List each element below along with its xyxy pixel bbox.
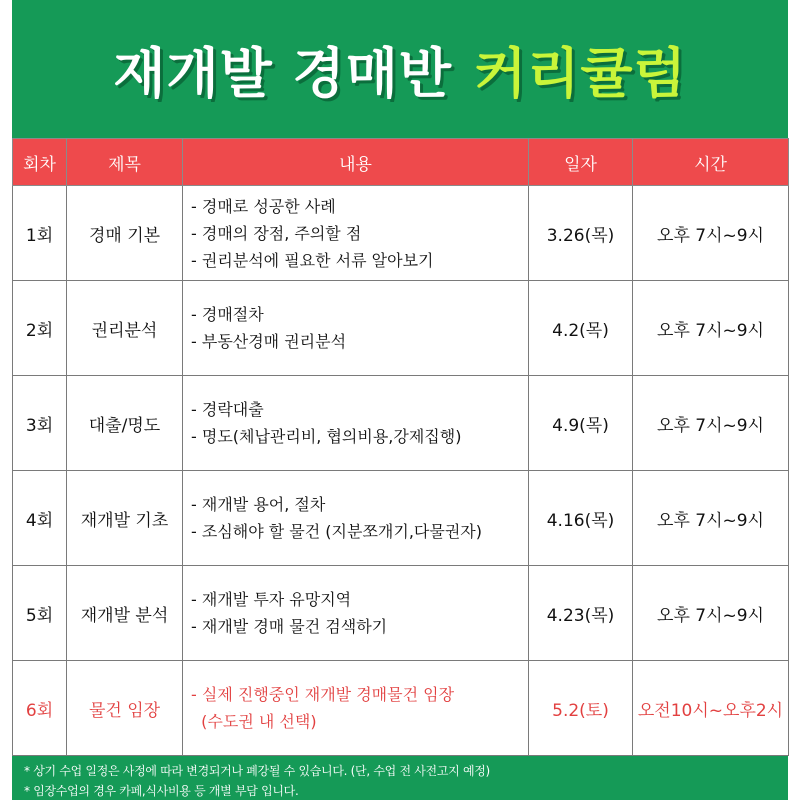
content-cell [183, 471, 529, 566]
column-header-date: 일자 [529, 139, 633, 186]
column-header-content: 내용 [183, 139, 529, 186]
table-row [13, 281, 789, 376]
title-cell: 재개발 분석 [67, 566, 183, 661]
time-cell: 오후 7시~9시 [633, 376, 789, 471]
footer-note: * 임장수업의 경우 카페,식사비용 등 개별 부담 입니다. [24, 784, 299, 798]
session-cell: 2회 [13, 281, 67, 376]
content-cell [183, 376, 529, 471]
content-line: - 경매의 장점, 주의할 점 [191, 223, 362, 243]
content-cell [183, 566, 529, 661]
content-line: - 명도(체납관리비, 협의비용,강제집행) [191, 427, 462, 446]
session-cell: 5회 [13, 566, 67, 661]
footer-notes [12, 756, 788, 800]
title-cell: 물건 임장 [67, 661, 183, 756]
curriculum-table [12, 138, 789, 756]
table-row [13, 566, 789, 661]
time-cell: 오후 7시~9시 [633, 471, 789, 566]
session-cell: 4회 [13, 471, 67, 566]
content-line: - 재개발 용어, 절차 [191, 495, 326, 514]
time-cell: 오후 7시~9시 [633, 186, 789, 281]
footer-note: * 상기 수업 일정은 사정에 따라 변경되거나 폐강될 수 있습니다. (단, 수업 전 사전고지 예정) [24, 764, 490, 778]
content-line: - 실제 진행중인 재개발 경매물건 임장 [191, 685, 455, 704]
content-line: - 재개발 투자 유망지역 [191, 590, 352, 609]
column-header-title: 제목 [67, 139, 183, 186]
table-header-row [13, 139, 789, 186]
page-title-accent: 커리큘럼 [474, 41, 687, 105]
content-line: - 경매절차 [191, 305, 264, 324]
content-line: - 권리분석에 필요한 서류 알아보기 [191, 250, 434, 270]
session-cell: 1회 [13, 186, 67, 281]
title-cell: 대출/명도 [67, 376, 183, 471]
content-line: - 경매로 성공한 사례 [191, 196, 336, 216]
title-banner [12, 0, 788, 138]
content-cell [183, 186, 529, 281]
session-cell: 6회 [13, 661, 67, 756]
date-cell: 4.2(목) [529, 281, 633, 376]
content-cell [183, 661, 529, 756]
content-line: - 재개발 경매 물건 검색하기 [191, 617, 388, 636]
column-header-session: 회차 [13, 139, 67, 186]
column-header-time: 시간 [633, 139, 789, 186]
content-line: - 부동산경매 권리분석 [191, 332, 347, 351]
time-cell: 오후 7시~9시 [633, 566, 789, 661]
title-cell: 재개발 기초 [67, 471, 183, 566]
table-row [13, 376, 789, 471]
date-cell: 3.26(목) [529, 186, 633, 281]
page-title: 재개발 경매반 [113, 41, 453, 105]
date-cell: 5.2(토) [529, 661, 633, 756]
content-line: - 경락대출 [191, 400, 264, 419]
date-cell: 4.16(목) [529, 471, 633, 566]
title-cell: 경매 기본 [67, 186, 183, 281]
content-cell [183, 281, 529, 376]
session-cell: 3회 [13, 376, 67, 471]
date-cell: 4.23(목) [529, 566, 633, 661]
date-cell: 4.9(목) [529, 376, 633, 471]
title-cell: 권리분석 [67, 281, 183, 376]
table-row [13, 471, 789, 566]
content-line: - 조심해야 할 물건 (지분쪼개기,다물권자) [191, 522, 482, 541]
table-row-highlighted [13, 661, 789, 756]
time-cell: 오전10시~오후2시 [633, 661, 789, 756]
content-line: (수도권 내 선택) [191, 712, 317, 731]
time-cell: 오후 7시~9시 [633, 281, 789, 376]
table-row [13, 186, 789, 281]
